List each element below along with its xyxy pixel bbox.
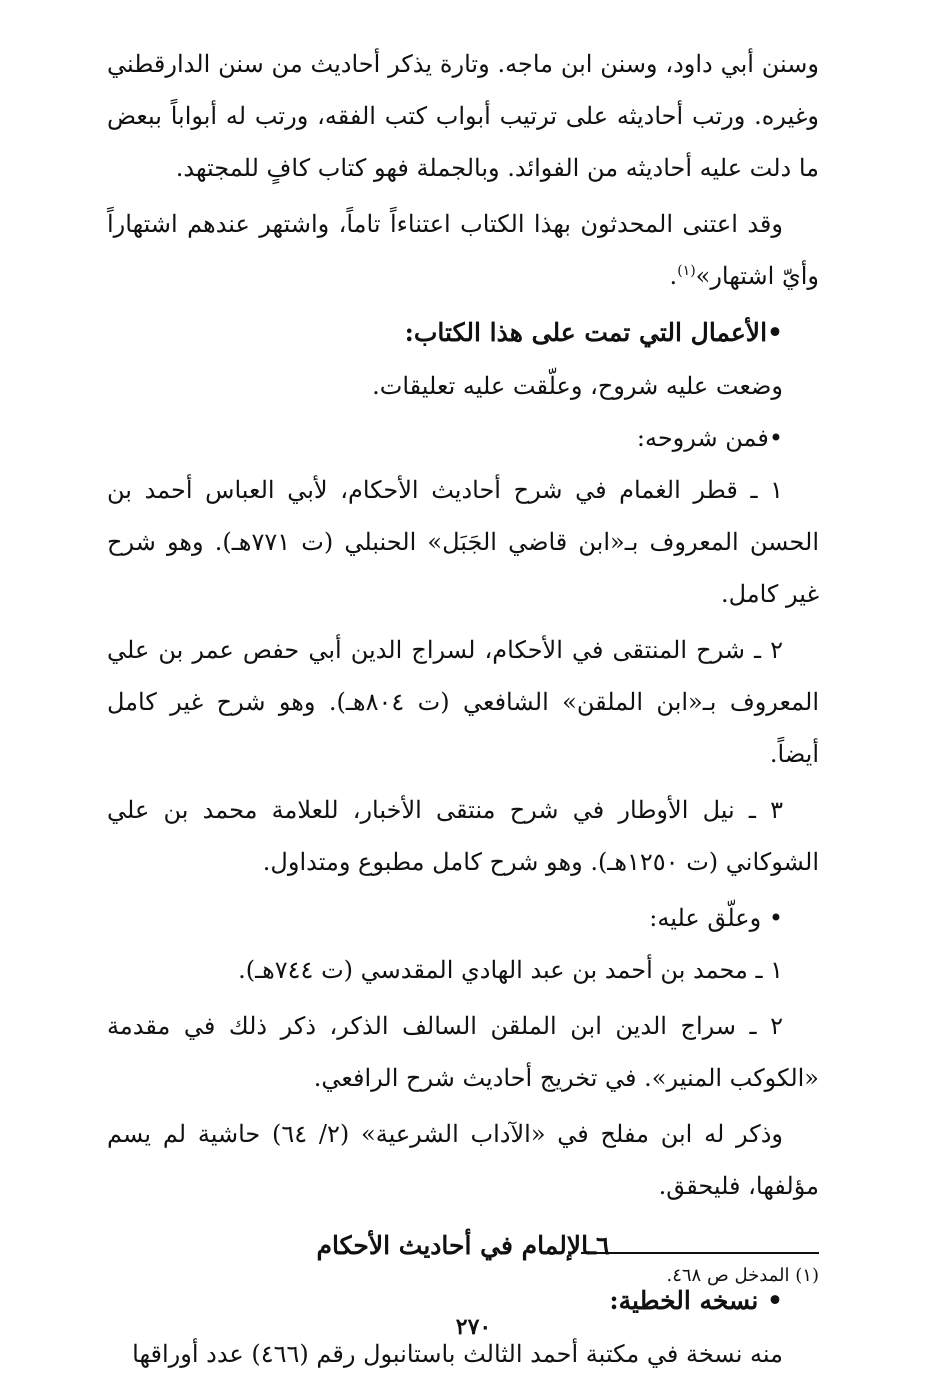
paragraph-hadith-scholars-text: وقد اعتنى المحدثون بهذا الكتاب اعتناءاً تاماً، واشتهر عندهم اشتهاراً وأيّ اشتهار» [107, 210, 819, 290]
annotation-item-1: ١ ـ محمد بن أحمد بن عبد الهادي المقدسي (ت ٧٤٤هـ). [238, 956, 783, 984]
paragraph-intro-continuation: وسنن أبي داود، وسنن ابن ماجه. وتارة يذكر أحاديث من سنن الدارقطني وغيره. ورتب أحاديثه على ترتيب أبواب كتب الفقه، ورتب له أبواباً ببعض ما دلت عليه أحاديثه من الفوائد. وبالجملة فهو كتاب كافٍ للمجتهد. [107, 50, 819, 182]
section-heading-works: •الأعمال التي تمت على هذا الكتاب: [404, 318, 783, 347]
paragraph-ibn-muflih: وذكر له ابن مفلح في «الآداب الشرعية» (٢/ ٦٤) حاشية لم يسم مؤلفها، فليحقق. [107, 1120, 819, 1200]
annotation-item-2: ٢ ـ سراج الدين ابن الملقن السالف الذكر، ذكر ذلك في مقدمة «الكوكب المنير». في تخريج أحاديث شرح الرافعي. [107, 1012, 819, 1092]
footnote-divider [581, 1252, 819, 1254]
subheading-commentaries: •فمن شروحه: [636, 424, 783, 452]
paragraph-manuscripts: منه نسخة في مكتبة أحمد الثالث باستانبول رقم (٤٦٦) عدد أوراقها [132, 1340, 783, 1368]
page-body [107, 38, 819, 1384]
commentary-item-3: ٣ ـ نيل الأوطار في شرح منتقى الأخبار، للعلامة محمد بن علي الشوكاني (ت ١٢٥٠هـ). وهو شرح كامل مطبوع ومتداول. [107, 796, 819, 876]
paragraph-works-intro: وضعت عليه شروح، وعلّقت عليه تعليقات. [372, 372, 783, 400]
page-number: ٢٧٠ [455, 1314, 492, 1340]
subheading-annotations: • وعلّق عليه: [649, 904, 783, 932]
commentary-item-1: ١ ـ قطر الغمام في شرح أحاديث الأحكام، لأبي العباس أحمد بن الحسن المعروف بـ«ابن قاضي الجَبَل» الحنبلي (ت ٧٧١هـ). وهو شرح غير كامل. [107, 476, 819, 608]
chapter-title: ٦ـالإلمام في أحاديث الأحكام [316, 1231, 610, 1260]
paragraph-hadith-scholars-end: . [669, 262, 678, 290]
commentary-item-2: ٢ ـ شرح المنتقى في الأحكام، لسراج الدين أبي حفص عمر بن علي المعروف بـ«ابن الملقن» الشافعي (ت ٨٠٤هـ). وهو شرح غير كامل أيضاً. [107, 636, 819, 768]
footnote: (١) المدخل ص ٤٦٨. [666, 1265, 819, 1286]
section-heading-manuscripts: • نسخه الخطية: [609, 1286, 783, 1315]
footnote-reference: (١) [677, 263, 696, 279]
paragraph-hadith-scholars [107, 198, 819, 302]
